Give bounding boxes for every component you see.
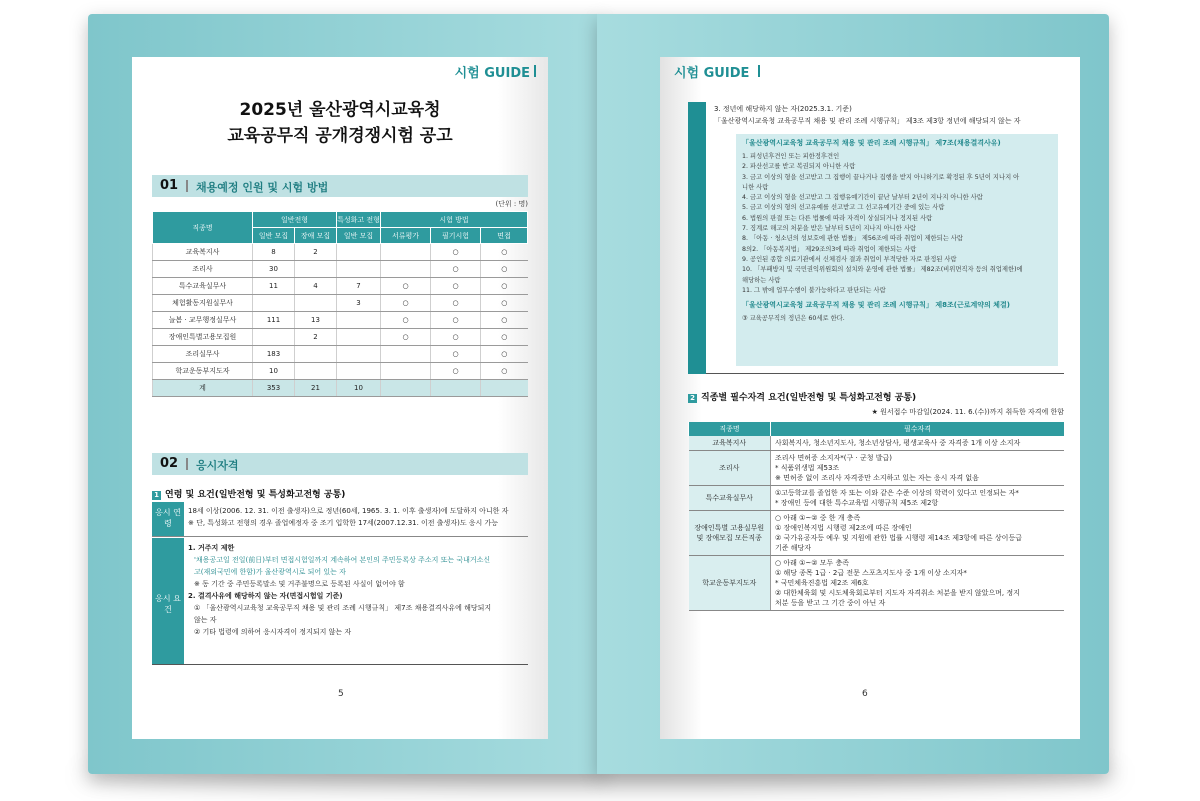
disqualification-item: 9. 공인된 종합 의료기관에서 신체검사 결과 취업이 부적당한 자로 판정된 사람	[742, 255, 957, 263]
row-cell: ○	[481, 363, 528, 380]
disqualification-item: 6. 법원의 판결 또는 다른 법률에 따라 자격이 상실되거나 정지된 사람	[742, 214, 933, 222]
row-cell: 353	[253, 380, 295, 397]
row-cell: 8	[253, 244, 295, 261]
retirement-line2: 「울산광역시교육청 교육공무직 채용 및 관리 조례 시행규칙」 제3조 제3항 정년에 해당되지 않는 자	[714, 117, 1021, 125]
row-cell: ○	[481, 261, 528, 278]
row-job-name: 늘봄 · 교무행정실무사	[153, 312, 253, 329]
table-row	[153, 346, 528, 363]
th-qualification: 필수자격	[771, 422, 1065, 436]
row-cell	[381, 244, 431, 261]
row-cell	[381, 380, 431, 397]
right-guide-label: 시험 GUIDE	[674, 66, 750, 81]
unit-note: (단위 : 명)	[495, 200, 528, 208]
row-cell	[253, 329, 295, 346]
disqualification-item: 8의2. 「아동복지법」 제29조의3에 따라 취업이 제한되는 사람	[742, 245, 917, 253]
row-cell	[381, 261, 431, 278]
qualification-line: ①고등학교를 졸업한 자 또는 이와 같은 수준 이상의 학력이 있다고 인정되는 자*	[775, 489, 1019, 497]
row-job-name: 교육복지사	[153, 244, 253, 261]
contract-heading: 「울산광역시교육청 교육공무직 채용 및 관리 조례 시행규칙」 제8조(근로계약의 체결)	[742, 301, 1010, 310]
requirement-line: 2. 결격사유에 해당하지 않는 자(면접시험일 기준)	[188, 592, 343, 600]
section-divider	[186, 458, 188, 470]
section-number: 01	[160, 178, 179, 193]
row-cell: ○	[481, 329, 528, 346]
row-cell	[337, 312, 381, 329]
disqualification-heading: 「울산광역시교육청 교육공무직 채용 및 관리 조례 시행규칙」 제7조(채용결격사유)	[742, 139, 1001, 147]
section-01-header	[152, 175, 528, 197]
box-side-bar	[688, 102, 706, 374]
row-job-name: 특수교육실무사	[153, 278, 253, 295]
qualification-line: 기준 해당자	[775, 544, 812, 552]
table-row	[153, 312, 528, 329]
th-job: 직종명	[689, 422, 771, 436]
qualification-line: ○ 아래 ①~② 중 한 개 충족	[775, 514, 861, 522]
disqualification-item: 11. 그 밖에 업무수행이 불가능하다고 판단되는 사람	[742, 286, 886, 294]
row-cell: ○	[431, 261, 481, 278]
disqualification-item: 니한 사람	[742, 183, 769, 191]
qualification-line: 처분 등을 받고 그 기간 중이 아닌 자	[775, 599, 886, 607]
row-cell: ○	[481, 295, 528, 312]
deadline-note: ★ 원서접수 마감일(2024. 11. 6.(수))까지 취득한 자격에 한함	[871, 408, 1064, 416]
row-qualification	[771, 511, 1065, 556]
row-cell	[295, 261, 337, 278]
disqualification-item: 7. 징계로 해고의 처분을 받은 날부터 5년이 지나지 아니한 사람	[742, 225, 917, 233]
row-job-name: 장애인특별고용모집원	[153, 329, 253, 346]
row-job-name: 장애인특별 고용실무원 및 장애모집 모든직종	[689, 511, 771, 556]
subsection-title: 직종별 필수자격 요건(일반전형 및 특성화고전형 공통)	[701, 393, 917, 403]
page-number-left: 5	[338, 689, 344, 699]
qualification-line: ※ 면허증 없이 조리사 자격증만 소지하고 있는 자는 응시 자격 없음	[775, 474, 979, 482]
row-cell: 4	[295, 278, 337, 295]
row-cell: ○	[381, 329, 431, 346]
row-cell: ○	[381, 312, 431, 329]
requirements-content	[188, 542, 528, 638]
th-general-disabled: 장애 모집	[295, 228, 337, 244]
row-cell	[337, 363, 381, 380]
th-general: 일반전형	[253, 212, 337, 228]
section-title: 채용예정 인원 및 시험 방법	[196, 181, 329, 194]
row-qualification	[771, 556, 1065, 611]
divider	[152, 536, 528, 537]
left-guide-bar	[534, 65, 536, 77]
contract-item: ③ 교육공무직의 정년은 60세로 한다.	[742, 315, 845, 323]
row-cell	[337, 329, 381, 346]
row-cell: ○	[381, 278, 431, 295]
th-special-normal: 일반 모집	[337, 228, 381, 244]
row-job-name: 조리사	[153, 261, 253, 278]
row-cell: 3	[337, 295, 381, 312]
th-special: 특성화고 전형	[337, 212, 381, 228]
th-doc-review: 서류평가	[381, 228, 431, 244]
row-cell	[253, 295, 295, 312]
qualification-line: ① 해당 종목 1급 · 2급 전문 스포츠지도사 중 1개 이상 소지자*	[775, 569, 967, 577]
row-cell: ○	[431, 312, 481, 329]
row-job-name: 학교운동부지도자	[689, 556, 771, 611]
row-cell	[431, 380, 481, 397]
row-cell	[381, 346, 431, 363]
row-cell: 183	[253, 346, 295, 363]
row-cell: ○	[431, 346, 481, 363]
disqualification-item: 2. 파산선고를 받고 복권되지 아니한 사람	[742, 163, 856, 171]
table-row	[153, 380, 528, 397]
notice-title-line1: 2025년 울산광역시교육청	[239, 100, 441, 120]
requirement-line: 1. 거주지 제한	[188, 544, 235, 552]
row-cell	[295, 363, 337, 380]
row-cell: 10	[253, 363, 295, 380]
row-job-name: 특수교육실무사	[689, 486, 771, 511]
table-row	[153, 244, 528, 261]
row-cell: 13	[295, 312, 337, 329]
qualification-line: * 국민체육진흥법 제2조 제6호	[775, 579, 869, 587]
left-page	[132, 57, 548, 739]
row-cell	[337, 244, 381, 261]
row-cell: 30	[253, 261, 295, 278]
subsection-age-requirements	[152, 487, 345, 500]
subsection-number-box: 1	[152, 491, 161, 500]
table-row	[153, 363, 528, 380]
row-cell: 7	[337, 278, 381, 295]
table-row	[689, 511, 1065, 556]
row-qualification	[771, 436, 1065, 451]
left-guide-label: 시험 GUIDE	[454, 66, 530, 81]
row-cell: ○	[431, 363, 481, 380]
age-line1: 18세 이상(2006. 12. 31. 이전 출생자)으로 정년(60세, 1965. 3. 1. 이후 출생자)에 도달하지 아니한 자	[188, 507, 509, 515]
requirement-line: 고(재외국민에 한함)가 울산광역시로 되어 있는 자	[194, 568, 346, 576]
th-written-exam: 필기시험	[431, 228, 481, 244]
table-row	[153, 278, 528, 295]
row-job-name: 계	[153, 380, 253, 397]
row-cell	[337, 261, 381, 278]
disqualification-item: 1. 피성년후견인 또는 피한정후견인	[742, 153, 840, 160]
disqualification-item: 3. 금고 이상의 형을 선고받고 그 집행이 끝나거나 집행을 받지 아니하기로 확정된 후 5년이 지나지 아	[742, 173, 1020, 181]
requirement-line: ② 기타 법령에 의하여 응시자격이 정지되지 않는 자	[194, 628, 352, 636]
section-divider	[186, 180, 188, 192]
row-job-name: 체험활동지원실무사	[153, 295, 253, 312]
row-cell: ○	[481, 312, 528, 329]
section-title: 응시자격	[196, 459, 239, 472]
row-cell: ○	[431, 329, 481, 346]
table-row	[153, 261, 528, 278]
qualification-line: 조리사 면허증 소지자*(구 · 군청 발급)	[775, 454, 892, 462]
disqualification-item: 해당하는 사람	[742, 276, 781, 284]
row-cell: 111	[253, 312, 295, 329]
row-cell: ○	[481, 346, 528, 363]
qualification-line: ① 장애인복지법 시행령 제2조에 따른 장애인	[775, 524, 912, 532]
disqualification-item: 5. 금고 이상의 형의 선고유예를 선고받고 그 선고유예기간 중에 있는 사람	[742, 204, 945, 212]
right-page	[660, 57, 1080, 739]
requirement-line: 않는 자	[194, 616, 217, 624]
recruitment-table-body	[153, 244, 528, 397]
row-cell: ○	[431, 244, 481, 261]
requirement-line: ※ 동 기간 중 주민등록말소 및 거주불명으로 등록된 사실이 없어야 함	[194, 580, 405, 588]
qualification-line: ② 국가유공자등 예우 및 지원에 관한 법률 시행령 제14조 제3항에 따른 상이등급	[775, 534, 1022, 542]
row-cell: 2	[295, 244, 337, 261]
section-02-header	[152, 453, 528, 475]
row-qualification	[771, 486, 1065, 511]
th-interview: 면접	[481, 228, 528, 244]
requirements-label: 응시 요건	[152, 538, 184, 664]
table-row	[689, 436, 1065, 451]
th-method: 시험 방법	[381, 212, 528, 228]
required-qualification-table	[688, 422, 1064, 611]
table-row	[689, 451, 1065, 486]
row-job-name: 조리실무사	[153, 346, 253, 363]
row-cell: 2	[295, 329, 337, 346]
row-job-name: 교육복지사	[689, 436, 771, 451]
table-row	[689, 556, 1065, 611]
disqualification-item: 10. 「부패방지 및 국민권익위원회의 설치와 운영에 관한 법률」 제82조(비위면직자 등의 취업제한)에	[742, 266, 1023, 274]
th-job: 직종명	[153, 212, 253, 244]
requirement-line: ① 「울산광역시교육청 교육공무직 채용 및 관리 조례 시행규칙」 제7조 채용결격사유에 해당되지	[194, 604, 492, 612]
row-cell: 10	[337, 380, 381, 397]
row-cell: ○	[481, 278, 528, 295]
qualification-line: * 장애인 등에 대한 특수교육법 시행규칙 제5조 제2항	[775, 499, 939, 507]
row-cell: ○	[381, 295, 431, 312]
row-cell: 11	[253, 278, 295, 295]
disqualification-item: 4. 금고 이상의 형을 선고받고 그 집행유예기간이 끝난 날부터 2년이 지나지 아니한 사람	[742, 194, 983, 202]
requirement-line: '채용공고일 전일(前日)부터 면접시험일까지 계속하여 본인의 주민등록상 주소지 또는 국내거소신	[194, 556, 491, 564]
qualification-line: ② 대한체육회 및 시도체육회로부터 지도자 자격취소 처분을 받지 않았으며, 정지	[775, 589, 1020, 597]
row-cell	[381, 363, 431, 380]
row-cell: 21	[295, 380, 337, 397]
age-line2: ※ 단, 특성화고 전형의 경우 졸업예정자 중 조기 입학한 17세(2007.12.31. 이전 출생자)도 응시 가능	[188, 519, 499, 527]
qualification-line: * 식품위생법 제53조	[775, 464, 840, 472]
row-cell	[295, 295, 337, 312]
divider	[152, 664, 528, 665]
required-qualification-table-body	[689, 436, 1065, 611]
row-cell: ○	[431, 295, 481, 312]
row-qualification	[771, 451, 1065, 486]
disqualification-box	[736, 134, 1058, 366]
section-number: 02	[160, 456, 179, 471]
qualification-line: 사회복지사, 청소년지도사, 청소년상담사, 평생교육사 중 자격증 1개 이상 소지자	[775, 439, 1021, 447]
row-cell	[337, 346, 381, 363]
row-job-name: 학교운동부지도자	[153, 363, 253, 380]
th-general-normal: 일반 모집	[253, 228, 295, 244]
table-row	[153, 329, 528, 346]
row-job-name: 조리사	[689, 451, 771, 486]
row-cell	[295, 346, 337, 363]
qualification-line: ○ 아래 ①~② 모두 충족	[775, 559, 849, 567]
disqualification-item: 8. 「아동 · 청소년의 성보호에 관한 법률」 제56조에 따라 취업이 제한되는 사람	[742, 235, 963, 243]
row-cell	[481, 380, 528, 397]
row-cell: ○	[431, 278, 481, 295]
row-cell: ○	[481, 244, 528, 261]
retirement-line1: 3. 정년에 해당하지 않는 자(2025.3.1. 기준)	[714, 105, 852, 113]
right-guide-bar	[758, 65, 760, 77]
table-row	[153, 295, 528, 312]
table-row	[689, 486, 1065, 511]
age-content	[188, 505, 528, 529]
subsection-required-qualifications	[688, 390, 916, 403]
age-label: 응시 연령	[152, 502, 184, 536]
subsection-number-box: 2	[688, 394, 697, 403]
notice-title-line2: 교육공무직 공개경쟁시험 공고	[227, 126, 453, 146]
page-number-right: 6	[862, 689, 868, 699]
recruitment-table	[152, 211, 528, 397]
subsection-title: 연령 및 요건(일반전형 및 특성화고전형 공통)	[165, 490, 346, 500]
